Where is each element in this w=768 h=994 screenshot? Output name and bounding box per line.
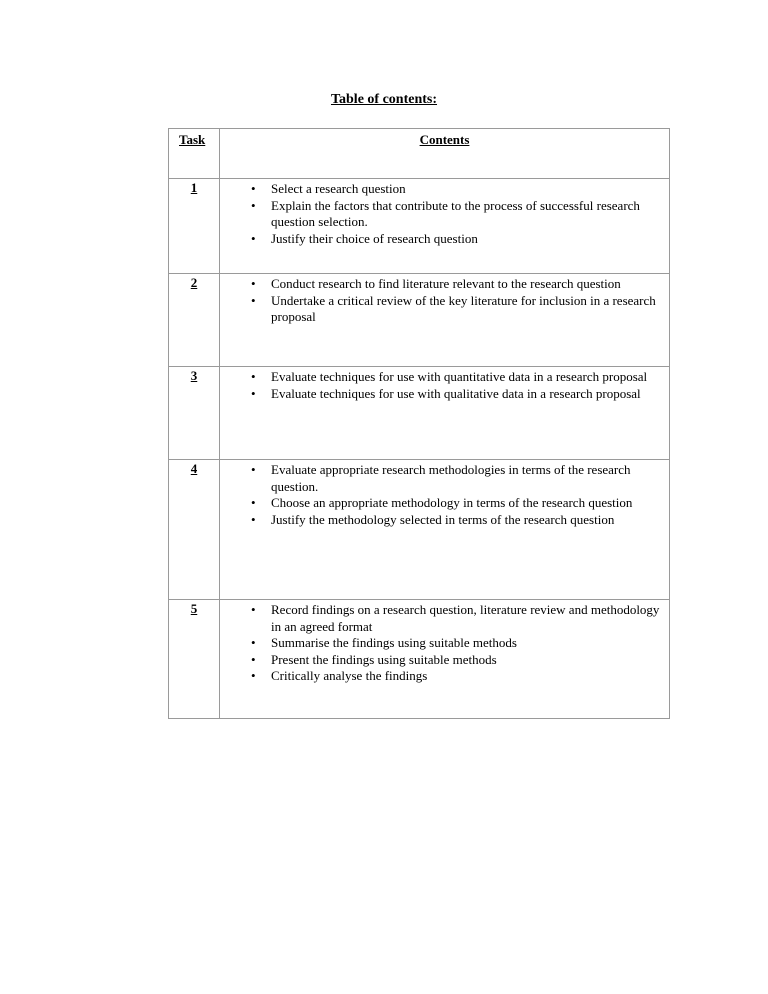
task-number: 2	[169, 274, 220, 367]
list-item: • Conduct research to find literature relevant to the research question	[220, 276, 661, 293]
list-item: • Present the findings using suitable methods	[220, 652, 661, 669]
header-task: Task	[169, 129, 220, 179]
task-contents	[220, 600, 670, 719]
list-item: • Summarise the findings using suitable methods	[220, 635, 661, 652]
list-item: • Evaluate appropriate research methodologies in terms of the research question.	[220, 462, 661, 495]
bullet-list	[220, 367, 669, 402]
bullet-list	[220, 179, 669, 247]
task-contents	[220, 367, 670, 460]
task-contents	[220, 274, 670, 367]
table-row	[169, 179, 670, 274]
task-contents	[220, 460, 670, 600]
bullet-list	[220, 460, 669, 528]
bullet-list	[220, 274, 669, 326]
list-item: • Evaluate techniques for use with quantitative data in a research proposal	[220, 369, 661, 386]
list-item: • Justify the methodology selected in terms of the research question	[220, 512, 661, 529]
list-item: • Critically analyse the findings	[220, 668, 661, 685]
task-number: 5	[169, 600, 220, 719]
page-title: Table of contents:	[330, 92, 438, 107]
task-number: 4	[169, 460, 220, 600]
list-item: • Evaluate techniques for use with qualitative data in a research proposal	[220, 386, 661, 403]
header-contents: Contents	[220, 129, 670, 179]
list-item: • Explain the factors that contribute to the process of successful research question selection.	[220, 198, 661, 231]
task-contents	[220, 179, 670, 274]
table-row	[169, 274, 670, 367]
list-item: • Undertake a critical review of the key literature for inclusion in a research proposal	[220, 293, 661, 326]
list-item: • Select a research question	[220, 181, 661, 198]
table-row	[169, 460, 670, 600]
bullet-list	[220, 600, 669, 685]
table-row	[169, 600, 670, 719]
task-number: 1	[169, 179, 220, 274]
table-row	[169, 367, 670, 460]
list-item: • Choose an appropriate methodology in terms of the research question	[220, 495, 661, 512]
task-number: 3	[169, 367, 220, 460]
table-header-row	[169, 129, 670, 179]
list-item: • Justify their choice of research question	[220, 231, 661, 248]
list-item: • Record findings on a research question, literature review and methodology in an agreed format	[220, 602, 661, 635]
contents-table	[168, 128, 670, 719]
